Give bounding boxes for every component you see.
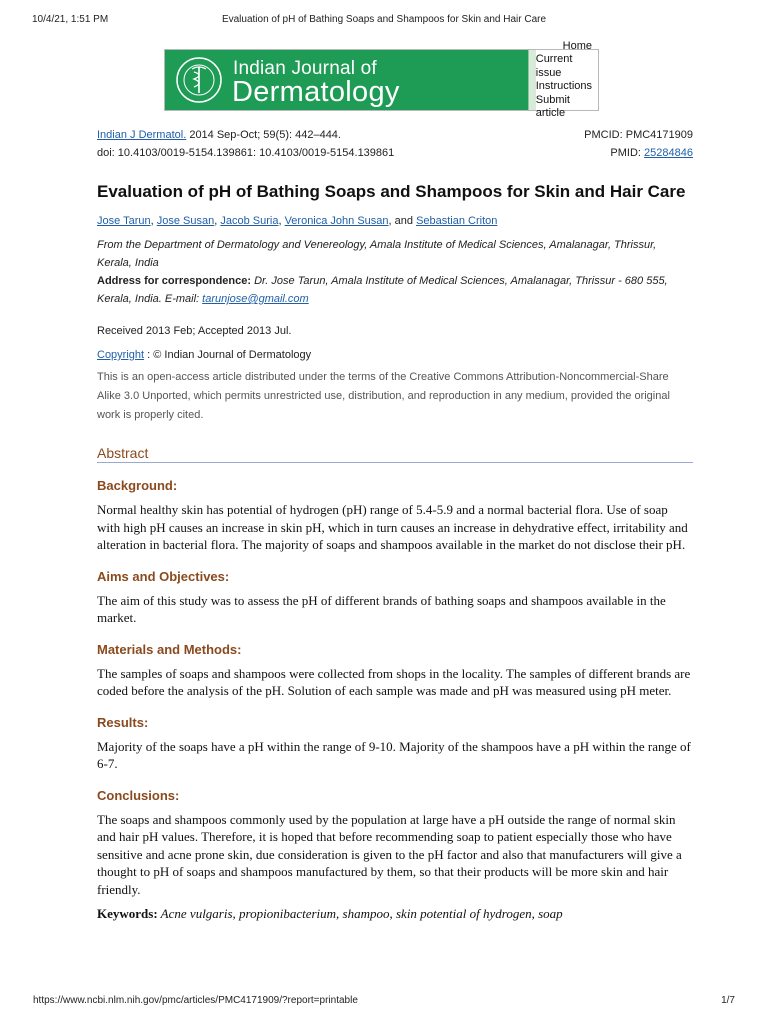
doi: doi: 10.4103/0019-5154.139861: 10.4103/0019-5154.139861 (97, 147, 395, 159)
section-heading-background: Background: (97, 478, 178, 493)
print-url: https://www.ncbi.nlm.nih.gov/pmc/articles/PMC4171909/?report=printable (33, 995, 358, 1006)
citation (97, 126, 341, 144)
article-content (97, 126, 693, 923)
journal-logo-area[interactable] (165, 50, 528, 110)
pmcid: PMCID: PMC4171909 (584, 129, 693, 141)
section-heading-conclusions: Conclusions: (97, 787, 180, 803)
keywords-label: Keywords: (97, 906, 158, 921)
section-heading-results: Results: (97, 714, 149, 730)
correspondence (97, 272, 693, 308)
journal-banner (164, 39, 599, 119)
section-heading-methods: Materials and Methods: (97, 641, 242, 657)
keywords-text: Acne vulgaris, propionibacterium, shampoo, skin potential of hydrogen, soap (157, 906, 563, 921)
nav-current-issue-link[interactable]: Current issue (535, 53, 573, 79)
section-text-aims: The aim of this study was to assess the pH of different brands of bathing soaps and shampoos available in the market. (97, 592, 666, 625)
section-text-results: Majority of the soaps have a pH within the range of 9-10. Majority of the shampoos have a pH within the range of 6-7. (97, 738, 691, 771)
nav-home-link[interactable]: Home (562, 39, 592, 52)
print-document-title: Evaluation of pH of Bathing Soaps and Shampoos for Skin and Hair Care (221, 14, 547, 25)
page-number: 1/7 (721, 995, 735, 1006)
correspondence-label: Address for correspondence: (97, 275, 252, 287)
journal-name-line2: Dermatology (232, 76, 400, 108)
author-link[interactable]: Veronica John Susan (284, 215, 389, 227)
journal-seal-icon (175, 56, 223, 104)
doi-row (97, 144, 693, 162)
article-title: Evaluation of pH of Bathing Soaps and Shampoos for Skin and Hair Care (97, 182, 686, 201)
affiliation (97, 236, 693, 308)
print-datetime: 10/4/21, 1:51 PM (32, 14, 109, 25)
copyright-link[interactable]: Copyright (97, 349, 145, 361)
banner-nav (535, 39, 598, 119)
banner-divider (528, 50, 536, 110)
author-link[interactable]: Sebastian Criton (416, 215, 498, 227)
correspondence-text: Dr. Jose Tarun, Amala Institute of Medical Sciences, Amalanagar, Thrissur - 680 555, Kerala, India. E-mail: (97, 275, 668, 305)
pmid-label: PMID: (610, 147, 645, 159)
section-heading-aims: Aims and Objectives: (97, 568, 230, 584)
received-accepted-dates: Received 2013 Feb; Accepted 2013 Jul. (97, 325, 292, 337)
section-text-methods: The samples of soaps and shampoos were collected from shops in the locality. The samples of different brands are coded before the analysis of the pH. Solution of each sample was made and pH was measured using pH meter. (97, 665, 691, 698)
pmid (610, 144, 693, 162)
license-text: This is an open-access article distributed under the terms of the Creative Commons Attribution-Noncommercial-Share Alike 3.0 Unported, which permits unrestricted use, distribution, and reproduction in any medium, provided the original work is properly cited. (97, 371, 670, 421)
keywords (97, 905, 693, 923)
author-link[interactable]: Jose Tarun (97, 215, 151, 227)
nav-instructions-link[interactable]: Instructions (535, 80, 592, 92)
citation-details: 2014 Sep-Oct; 59(5): 442–444. (186, 129, 341, 141)
section-text-background: Normal healthy skin has potential of hydrogen (pH) range of 5.4-5.9 and a normal bacterial flora. Use of soap with high pH causes an increase in skin pH, which in turn causes an increase in dehydrative effect, irritability and alteration in bacterial flora. The majority of soaps and shampoos available in the market do not disclose their pH. (97, 502, 688, 552)
section-text-conclusions: The soaps and shampoos commonly used by the population at large have a pH outside the range of normal skin and hair pH values. Therefore, it is hoped that before recommending soap to patient especially those who have sensitive and acne prone skin, due consideration is given to the pH factor and also that manufacturers will give a thought to pH of soaps and shampoos manufactured by them, so that their products will be more skin and hair friendly. (97, 811, 682, 897)
journal-link[interactable]: Indian J Dermatol. (97, 129, 187, 141)
abstract-heading: Abstract (97, 445, 693, 463)
author-link[interactable]: Jacob Suria (220, 215, 279, 227)
email-link[interactable]: tarunjose@gmail.com (202, 293, 309, 305)
copyright-text: : © Indian Journal of Dermatology (144, 349, 312, 361)
nav-submit-article-link[interactable]: Submit article (535, 93, 570, 119)
affiliation-text: From the Department of Dermatology and Venereology, Amala Institute of Medical Sciences, Amalanagar, Thrissur, Kerala, India (97, 239, 657, 269)
print-header (20, 14, 748, 28)
author-link[interactable]: Jose Susan (156, 215, 215, 227)
copyright (97, 348, 693, 362)
pmid-link[interactable]: 25284846 (644, 147, 693, 159)
citation-row (97, 126, 693, 144)
journal-name-line1: Indian Journal of (233, 58, 377, 79)
author-list: Jose Tarun, Jose Susan, Jacob Suria, Veronica John Susan, and Sebastian Criton (97, 215, 498, 227)
